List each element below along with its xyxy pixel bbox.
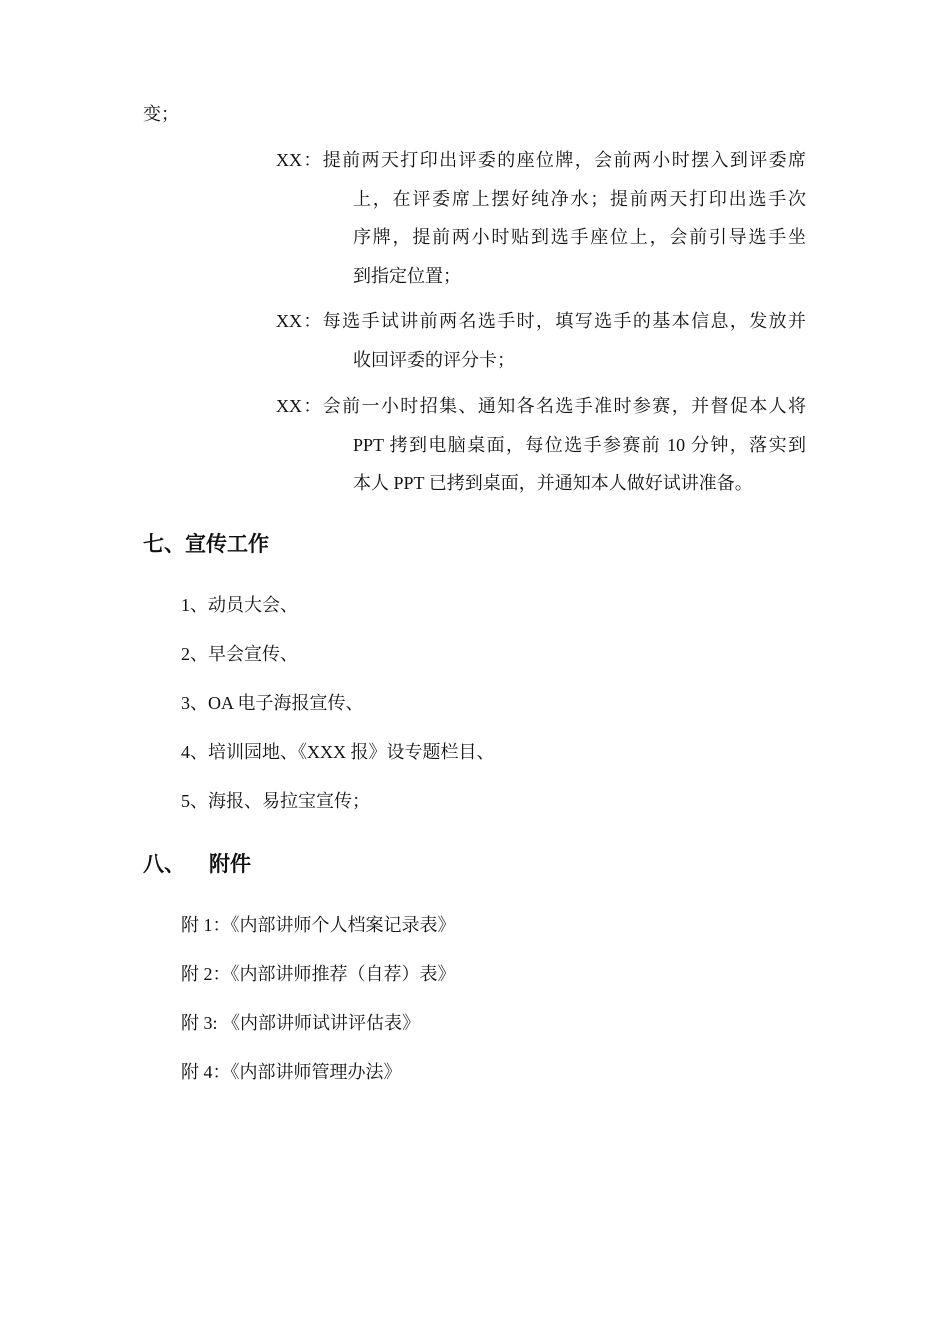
duty-line: 序牌，提前两小时贴到选手座位上，会前引导选手坐 (353, 227, 806, 247)
attachment-item: 附 2：《内部讲师推荐（自荐）表》 (181, 964, 456, 984)
section-title: 附件 (209, 852, 251, 876)
list-item: 2、早会宣传、 (181, 644, 298, 664)
continuation-text: 变； (143, 104, 179, 124)
list-item: 5、海报、易拉宝宣传； (181, 791, 370, 811)
duty-line: 本人 PPT 已拷到桌面，并通知本人做好试讲准备。 (353, 473, 753, 493)
section-heading-attachments (143, 849, 251, 879)
list-item: 3、OA 电子海报宣传、 (181, 693, 364, 713)
attachment-item: 附 3: 《内部讲师试讲评估表》 (181, 1013, 420, 1033)
section-number: 八、 (143, 852, 185, 876)
duty-line: 到指定位置； (353, 265, 461, 286)
duty-paragraph-notification (276, 387, 806, 503)
duty-paragraph-scoring (276, 302, 806, 379)
duty-line: 上，在评委席上摆好纯净水；提前两天打印出选手次 (353, 188, 806, 209)
attachment-item: 附 4：《内部讲师管理办法》 (181, 1062, 402, 1082)
duty-line: 收回评委的评分卡； (353, 349, 515, 370)
duty-line: XX：会前一小时招集、通知各名选手准时参赛，并督促本人将 (276, 396, 806, 416)
duty-line: XX：提前两天打印出评委的座位牌，会前两小时摆入到评委席 (276, 150, 806, 170)
duty-paragraph-seating (276, 141, 806, 295)
list-item: 1、动员大会、 (181, 595, 298, 615)
duty-line: XX：每选手试讲前两名选手时，填写选手的基本信息，发放并 (276, 311, 806, 331)
duty-line: PPT 拷到电脑桌面，每位选手参赛前 10 分钟，落实到 (353, 434, 806, 455)
list-item: 4、培训园地、《XXX 报》设专题栏目、 (181, 742, 495, 762)
section-heading-publicity: 七、宣传工作 (143, 532, 269, 556)
attachment-item: 附 1：《内部讲师个人档案记录表》 (181, 915, 456, 935)
